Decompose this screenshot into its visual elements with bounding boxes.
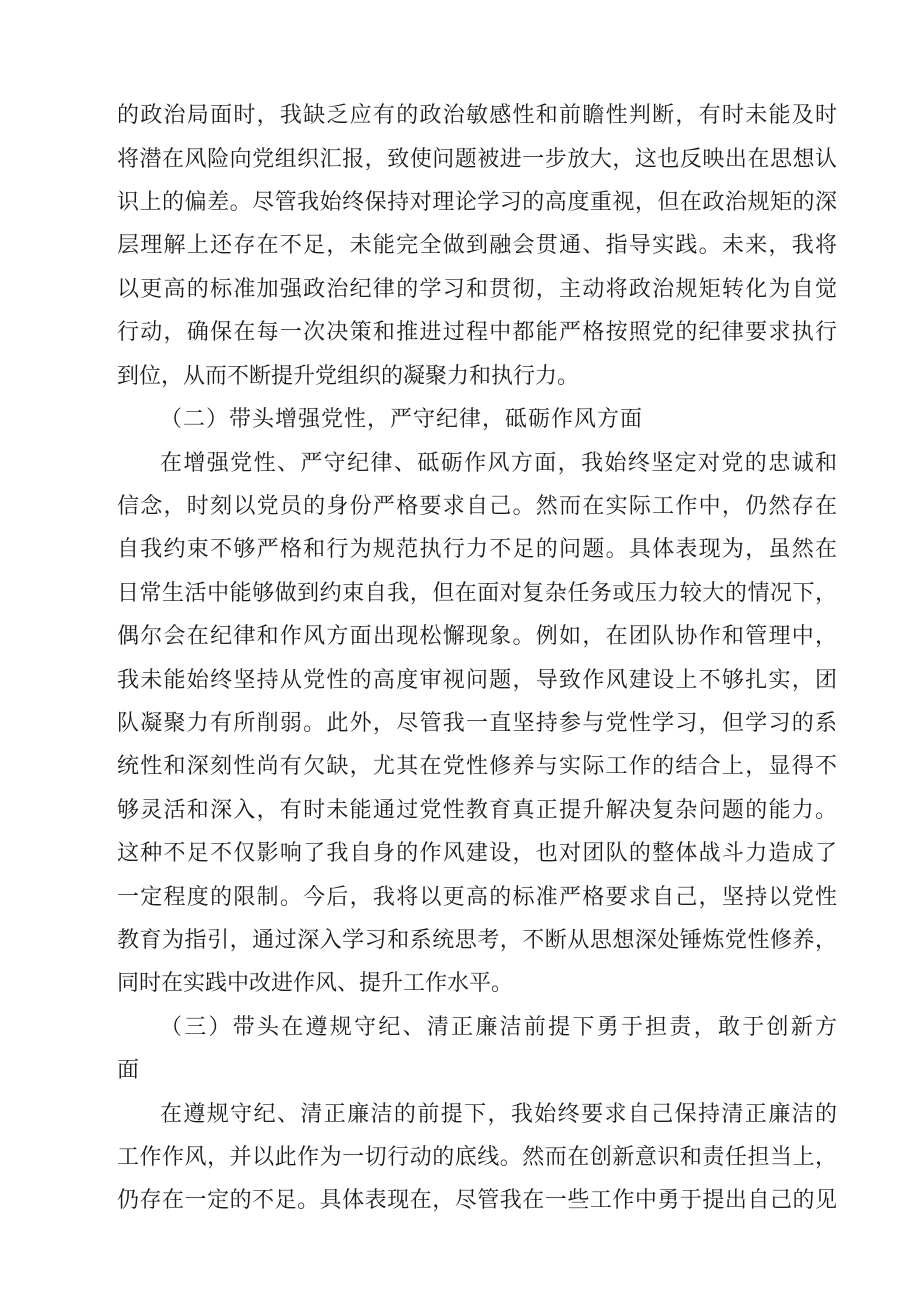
section-heading-2: （二）带头增强党性，严守纪律，砥砺作风方面 [160,407,644,432]
paragraph-2-line-2: 信念，时刻以党员的身份严格要求自己。然而在实际工作中，仍然存在 [117,494,837,519]
paragraph-2-line-12: 教育为指引，通过深入学习和系统思考，不断从思想深处锤炼党性修养， [117,928,837,953]
paragraph-3-line-3: 仍存在一定的不足。具体表现在，尽管我在一些工作中勇于提出自己的见 [117,1188,837,1213]
section-heading-3-line-1: （三）带头在遵规守纪、清正廉洁前提下勇于担责，敢于创新方 [160,1015,837,1040]
paragraph-2-line-8: 统性和深刻性尚有欠缺，尤其在党性修养与实际工作的结合上，显得不 [117,754,837,779]
paragraph-1-line-6: 行动，确保在每一次决策和推进过程中都能严格按照党的纪律要求执行 [117,320,837,345]
paragraph-1-line-7: 到位，从而不断提升党组织的凝聚力和执行力。 [117,364,580,389]
paragraph-2-line-3: 自我约束不够严格和行为规范执行力不足的问题。具体表现为，虽然在 [117,537,837,562]
paragraph-2-line-11: 一定程度的限制。今后，我将以更高的标准严格要求自己，坚持以党性 [117,885,837,910]
paragraph-1-line-3: 识上的偏差。尽管我始终保持对理论学习的高度重视，但在政治规矩的深 [117,190,837,215]
paragraph-2-line-10: 这种不足不仅影响了我自身的作风建设，也对团队的整体战斗力造成了 [117,841,837,866]
paragraph-2-line-6: 我未能始终坚持从党性的高度审视问题，导致作风建设上不够扎实，团 [117,668,837,693]
paragraph-2-line-7: 队凝聚力有所削弱。此外，尽管我一直坚持参与党性学习，但学习的系 [117,711,837,736]
paragraph-3-line-2: 工作作风，并以此作为一切行动的底线。然而在创新意识和责任担当上， [117,1145,837,1170]
section-heading-3-line-2: 面 [117,1058,140,1083]
paragraph-3-line-1: 在遵规守纪、清正廉洁的前提下，我始终要求自己保持清正廉洁的 [160,1102,837,1127]
paragraph-2-line-13: 同时在实践中改进作风、提升工作水平。 [117,971,514,996]
paragraph-1-line-2: 将潜在风险向党组织汇报，致使问题被进一步放大，这也反映出在思想认 [117,147,837,172]
paragraph-2-line-5: 偶尔会在纪律和作风方面出现松懈现象。例如，在团队协作和管理中， [117,624,837,649]
paragraph-2-line-1: 在增强党性、严守纪律、砥砺作风方面，我始终坚定对党的忠诚和 [160,451,837,476]
paragraph-2-line-9: 够灵活和深入，有时未能通过党性教育真正提升解决复杂问题的能力。 [117,798,837,823]
paragraph-1-line-4: 层理解上还存在不足，未能完全做到融会贯通、指导实践。未来，我将 [117,233,837,258]
paragraph-1-line-5: 以更高的标准加强政治纪律的学习和贯彻，主动将政治规矩转化为自觉 [117,277,837,302]
paragraph-1-line-1: 的政治局面时，我缺乏应有的政治敏感性和前瞻性判断，有时未能及时 [117,103,837,128]
paragraph-2-line-4: 日常生活中能够做到约束自我，但在面对复杂任务或压力较大的情况下， [117,581,837,606]
